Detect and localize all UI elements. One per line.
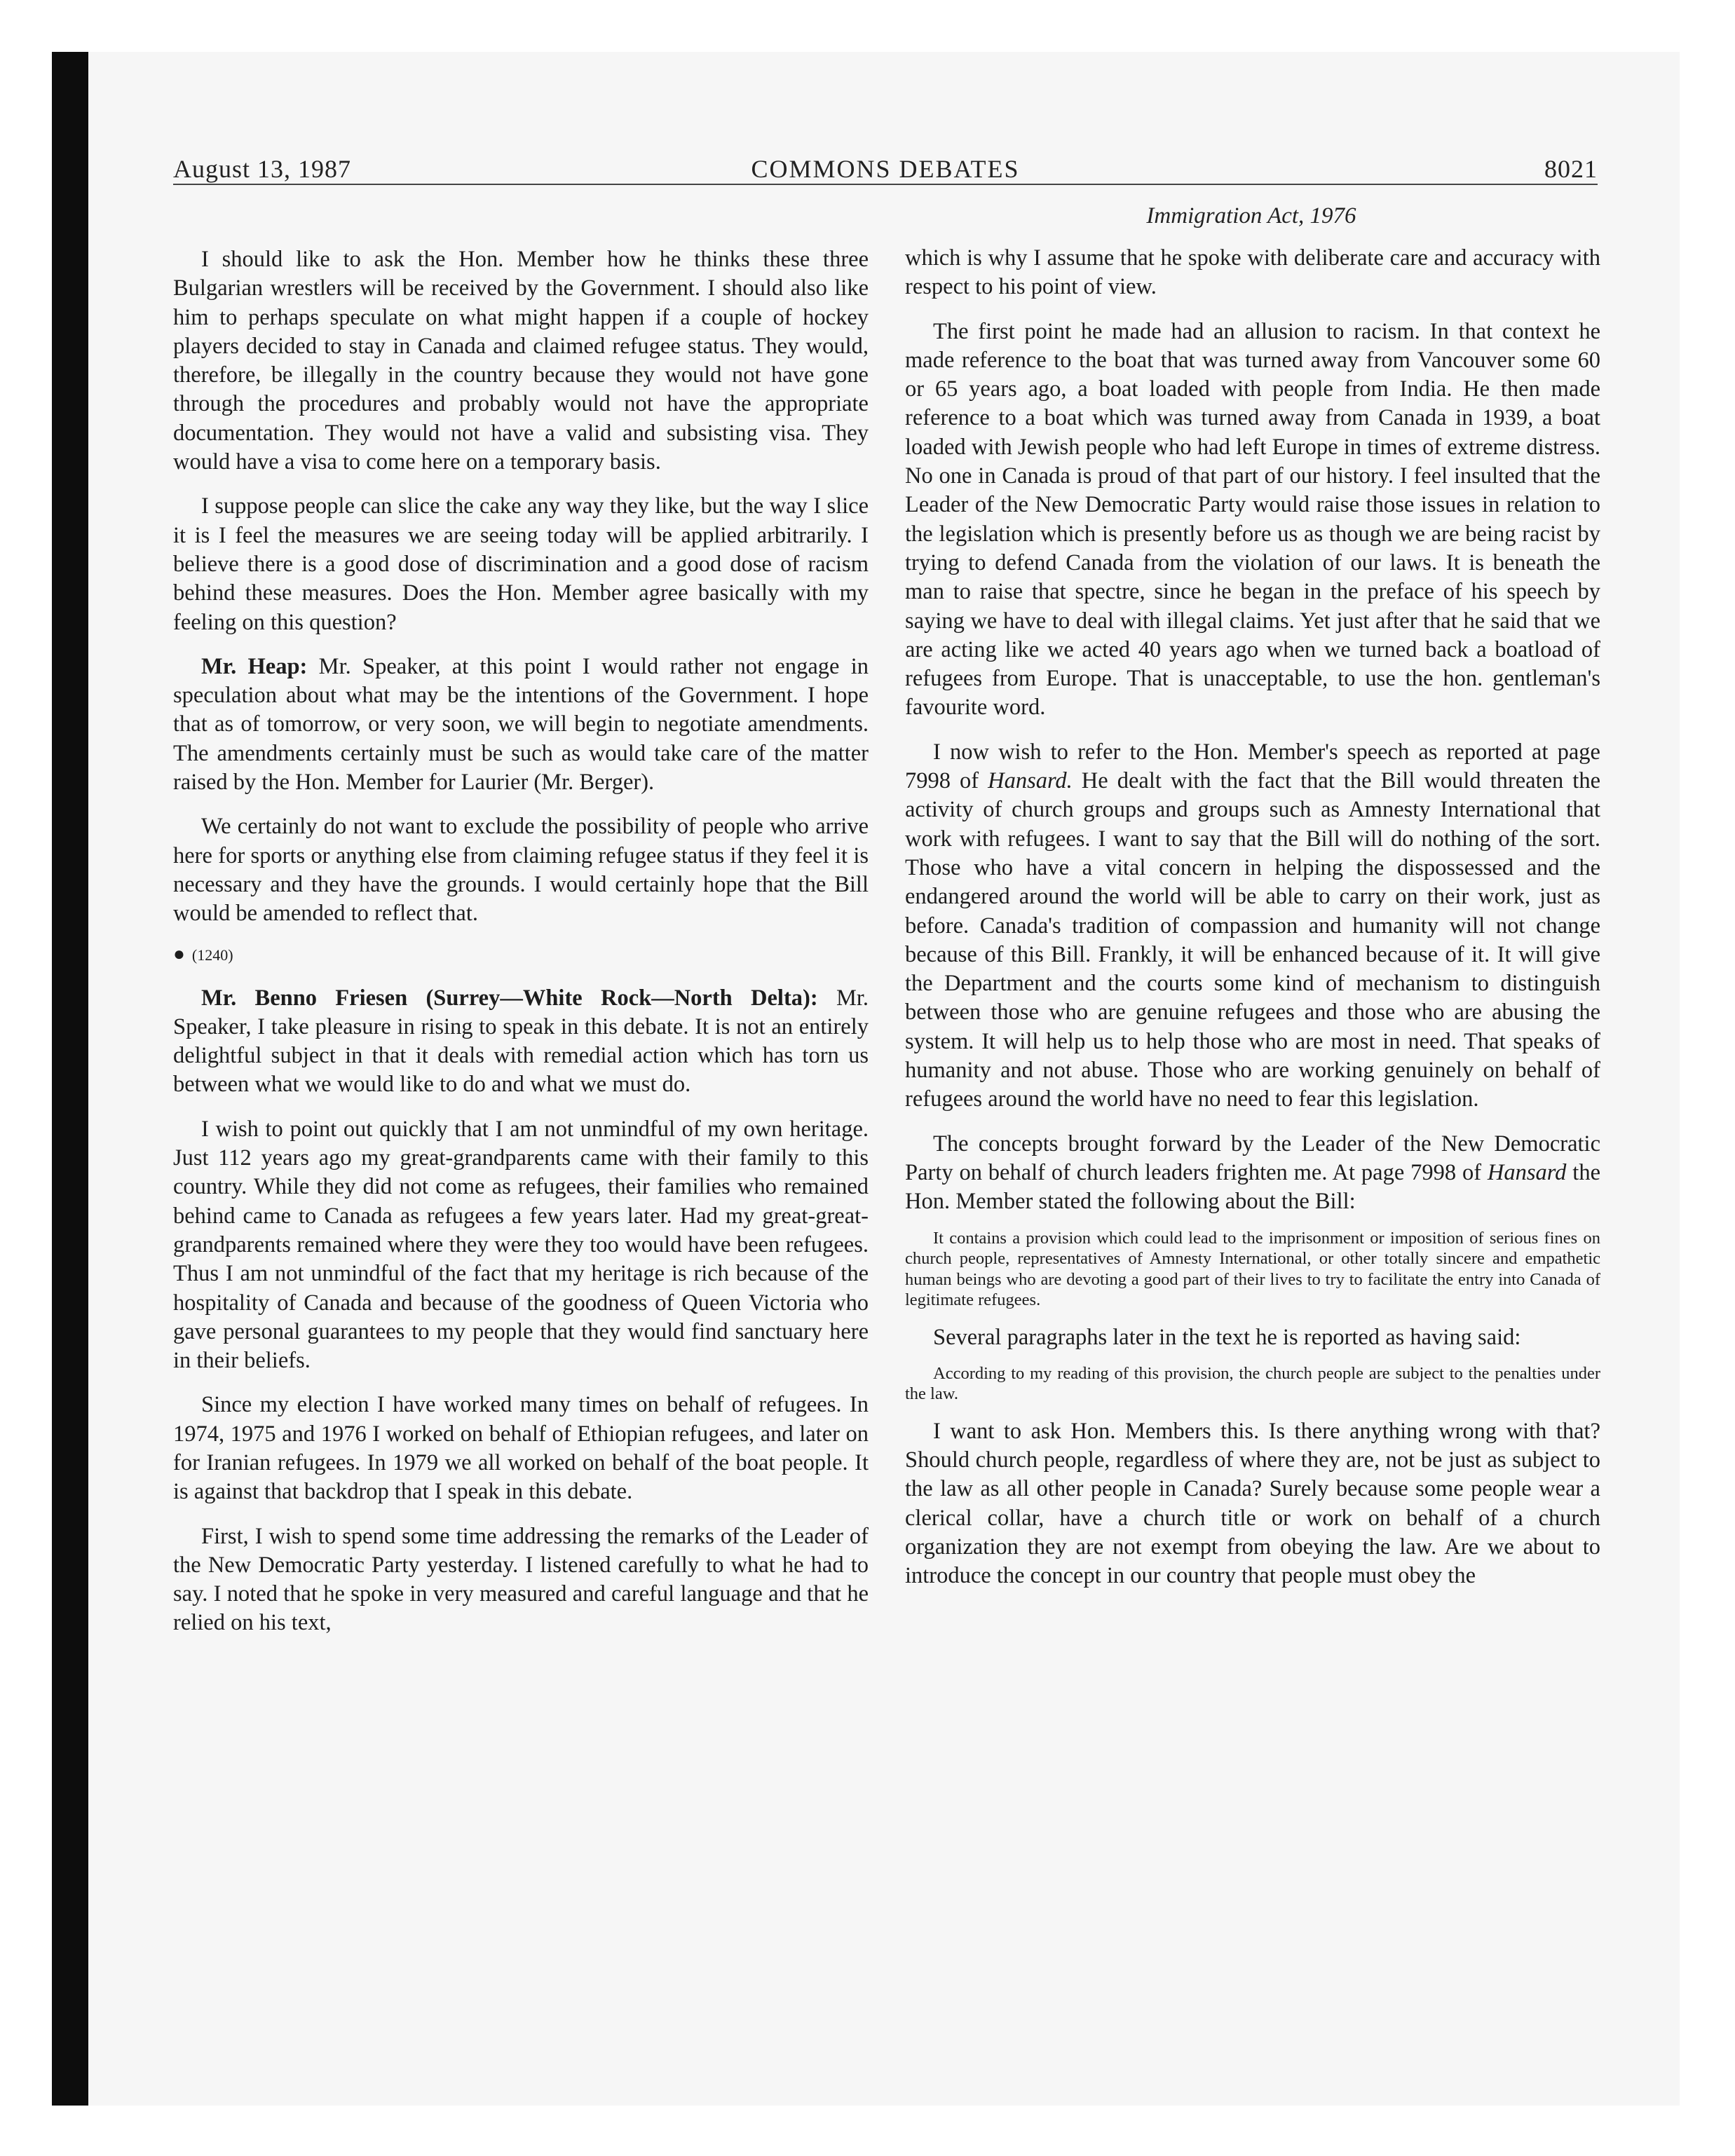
paragraph — [905, 1130, 1600, 1217]
hansard-reference: Hansard — [1487, 1159, 1567, 1185]
speaker-name: Mr. Benno Friesen (Surrey—White Rock—North Delta): — [201, 985, 818, 1011]
paragraph: I suppose people can slice the cake any way they like, but the way I slice it is I feel the measures we are seeing today will be applied arbitrarily. I believe there is a good dose of discrimination and a good dose of racism behind these measures. Does the Hon. Member agree basically with my feeling on this question? — [173, 493, 869, 635]
bullet-icon: ● — [173, 943, 185, 965]
time-stamp-text: (1240) — [191, 946, 233, 964]
time-stamp — [173, 944, 869, 966]
paragraph — [173, 653, 869, 797]
paragraph — [173, 984, 869, 1100]
speech-text: The concepts brought forward by the Leader of the New Democratic Party on behalf of church leaders frighten me. At page 7998 of — [905, 1131, 1600, 1185]
paragraph: which is why I assume that he spoke with deliberate care and accuracy with respect to his point of view. — [905, 245, 1600, 300]
scan-edge-bar — [52, 52, 88, 2106]
paragraph: Several paragraphs later in the text he is reported as having said: — [933, 1324, 1521, 1350]
paragraph: I should like to ask the Hon. Member how he thinks these three Bulgarian wrestlers will be received by the Government. I should also like him to perhaps speculate on what might happen if a couple of hockey players decided to stay in Canada and claimed refugee status. They would, therefore, be illegally in the country because they would not have gone through the procedures and probably would not have the appropriate documentation. They would not have a valid and subsisting visa. They would have a visa to come here on a temporary basis. — [173, 247, 869, 475]
left-column — [173, 245, 869, 1653]
header-title: COMMONS DEBATES — [751, 155, 1020, 183]
header-date: August 13, 1987 — [173, 155, 352, 183]
paragraph — [905, 738, 1600, 1114]
speech-text: Mr. Speaker, at this point I would rather not engage in speculation about what may be the intentions of the Government. I hope that as of tomorrow, or very soon, we will begin to negotiate amendments. The amendments certainly must be such as would take care of the matter raised by the Hon. Member for Laurier (Mr. Berger). — [173, 653, 869, 796]
section-subhead: Immigration Act, 1976 — [1146, 203, 1356, 228]
header-page-number: 8021 — [1544, 155, 1598, 183]
page-header — [173, 149, 1598, 188]
speech-text: Mr. Speaker, I take pleasure in rising to speak in this debate. It is not an entirely delightful subject in that it deals with remedial action which has torn us between what we would like to do and what we must do. — [173, 985, 869, 1098]
speech-text: the Hon. Member stated the following about the Bill: — [905, 1159, 1600, 1215]
block-quote: It contains a provision which could lead to the imprisonment or imposition of serious fines on church people, representatives of Amnesty International, or other totally sincere and empathetic human beings who are devoting a good part of their lives to try to facilitate the entry into Canada of legitimate refugees. — [905, 1228, 1600, 1309]
speech-text: I now wish to refer to the Hon. Member's speech as reported at page 7998 of — [905, 739, 1600, 794]
paragraph: Since my election I have worked many times on behalf of refugees. In 1974, 1975 and 1976 I worked on behalf of Ethiopian refugees, and later on for Iranian refugees. In 1979 we all worked on behalf of the boat people. It is against that backdrop that I speak in this debate. — [173, 1392, 869, 1505]
right-column — [905, 244, 1600, 1606]
paragraph: I want to ask Hon. Members this. Is there anything wrong with that? Should church people, regardless of where they are, not be just as subject to the law as all other people in Canada? Surely because some people wear a clerical collar, have a church title or work on behalf of a church organization they are not exempt from obeying the law. Are we about to introduce the concept in our country that people must obey the — [905, 1418, 1600, 1589]
paragraph: The first point he made had an allusion to racism. In that context he made reference to the boat that was turned away from Vancouver some 60 or 65 years ago, a boat loaded with people from India. He then made reference to a boat which was turned away from Canada in 1939, a boat loaded with Jewish people who had left Europe in times of extreme distress. No one in Canada is proud of that part of our history. I feel insulted that the Leader of the New Democratic Party would raise those issues in relation to the legislation which is presently before us as though we are being racist by trying to defend Canada from the violation of our laws. It is beneath the man to raise that spectre, since he began in the preface of his speech by saying we have to deal with illegal claims. Yet just after that he said that we are acting like we acted 40 years ago when we turned back a boatload of refugees from Europe. That is unacceptable, to use the hon. gentleman's favourite word. — [905, 318, 1600, 721]
paragraph: We certainly do not want to exclude the possibility of people who arrive here for sports or anything else from claiming refugee status if they feel it is necessary and they have the grounds. I would certainly hope that the Bill would be amended to reflect that. — [173, 814, 869, 927]
paragraph: First, I wish to spend some time addressing the remarks of the Leader of the New Democratic Party yesterday. I listened carefully to what he had to say. I noted that he spoke in very measured and careful language and that he relied on his text, — [173, 1523, 869, 1636]
paragraph: I wish to point out quickly that I am not unmindful of my own heritage. Just 112 years ago my great-grandparents came with their family to this country. While they did not come as refugees, their families who remained behind came to Canada as refugees a few years later. Had my great-great-grandparents remained where they were they too would have been refugees. Thus I am not unmindful of the fact that my heritage is rich because of the hospitality of Canada and because of the goodness of Queen Victoria who gave personal guarantees to my people that they would find sanctuary here in their beliefs. — [173, 1116, 869, 1374]
hansard-reference: Hansard. — [988, 768, 1073, 794]
block-quote: According to my reading of this provision, the church people are subject to the penalties under the law. — [905, 1363, 1600, 1404]
speaker-name: Mr. Heap: — [201, 653, 308, 679]
speech-text: He dealt with the fact that the Bill would threaten the activity of church groups and groups such as Amnesty International that work with refugees. I want to say that the Bill will do nothing of the sort. Those who have a vital concern in helping the dispossessed and the endangered around the world will be able to carry on their work, just as before. Canada's tradition of compassion and humanity will not change because of this Bill. Frankly, it will be enhanced because of it. It will give the Department and the courts some kind of mechanism to distinguish between those who are genuine refugees and those who are abusing the system. It will help us to help those who are most in need. That speaks of humanity and not abuse. Those who are working genuinely on behalf of refugees around the world have no need to fear this legislation. — [905, 768, 1600, 1112]
header-rule — [173, 184, 1598, 185]
